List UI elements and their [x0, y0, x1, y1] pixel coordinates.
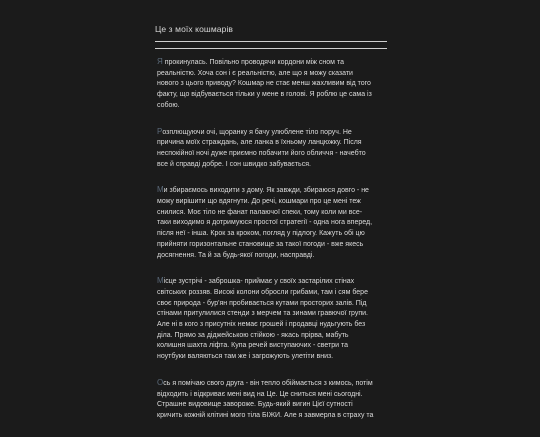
post-title: Це з моїх кошмарів: [155, 24, 234, 34]
paragraph-line: неспокійної ночі дуже приємно побачити його обличчя - начебто: [157, 149, 366, 157]
paragraph: [157, 185, 387, 261]
paragraph-line: сь я помічаю свого друга - він тепло обіймається з кимось, потім: [163, 379, 373, 387]
paragraph-line: відходить і відкриває мені вид на Це. Це сниться мені сьогодні.: [157, 390, 363, 398]
paragraph-line: прийняти горизонтальне становище за такої погоди - вже якесь: [157, 240, 364, 248]
paragraph-line: Але ні в кого з присутніх немає грошей і продавці нудьгують без: [157, 321, 366, 329]
paragraph-line: стінами притулилися стенди з мерчем та зинами гравючої групи.: [157, 310, 368, 318]
paragraph-line: нового з цього приводу? Кошмар не стає менш жахливим від того: [157, 80, 371, 88]
drop-cap: Я: [157, 57, 163, 66]
paragraph-line: реальністю. Хоча сон і є реальністю, але що я можу сказати: [157, 69, 353, 77]
paragraph-line: колишня шахта ліфта. Купа речей виступаючих - светри та: [157, 342, 349, 350]
paragraph-line: можу вирішити що вдягнути. До речі, кошмари про це мені теж: [157, 198, 361, 206]
paragraph-line: причина моїх страждань, але ланка в їхньому ланцюжку. Після: [157, 139, 362, 147]
paragraph-line: все й справді добре. І сон швидко забувається.: [157, 160, 311, 168]
paragraph-line: таки виходимо я дотримуюся простої стратегії - одна нога вперед,: [157, 219, 373, 227]
paragraph: [157, 127, 387, 171]
drop-cap: О: [157, 377, 164, 387]
paragraph-line: Страшне видовище завороже. Будь-який вигин Цієї сутності: [157, 401, 353, 409]
paragraph-line: прокинулась. Повільно проводячи кордони між сном та: [162, 59, 344, 66]
paragraph-line: ноутбуки валяються там же і загрожують улетіти вниз.: [157, 353, 334, 361]
paragraph-line: після неї - інша. Крок за кроком, погляд у підлогу. Кажуть обі цю: [157, 230, 365, 238]
paragraph-line: собою.: [157, 101, 180, 109]
drop-cap: Р: [157, 126, 163, 136]
paragraph-line: діла. Прямо за діджейською стійкою - якась прірва, мабуть: [157, 331, 349, 339]
paragraph-line: ісце зустрічі - заброшка- приймає у своїх застарілих стінах: [163, 278, 355, 286]
paragraph-line: своє природа - бур'ян пробивається кутами просторих залів. Під: [157, 299, 367, 307]
blog-post: [140, 0, 400, 419]
paragraph-line: факту, що відбувається тільки у мене в голові. Я роблю це сама із: [157, 91, 372, 99]
paragraph-line: досягнення. Та й за будь-якої погоди, насправді.: [157, 251, 315, 259]
paragraph-line: снилися. Моє тіло не фанат палаючої спеки, тому коли ми все-: [157, 208, 363, 216]
paragraph-line: и збираємось виходити з дому. Як завжди, збираюся довго - не: [163, 187, 369, 195]
paragraph: [157, 378, 387, 422]
paragraph: [157, 276, 387, 363]
title-divider-bottom: [155, 48, 387, 49]
paragraph-line: кричить кожній клітині мого тіла БІЖИ. Але я завмерла в страху та: [157, 411, 374, 419]
paragraph-line: світських роззяв. Високі колони обросли грибами, там і сям бере: [157, 288, 368, 296]
post-body: [157, 57, 387, 437]
paragraph: [157, 57, 387, 112]
drop-cap: М: [157, 185, 164, 195]
paragraph-line: озплющуючи очі, щоранку я бачу улюблене тіло поруч. Не: [162, 128, 352, 136]
drop-cap: М: [157, 276, 164, 286]
title-divider-top: [155, 41, 387, 42]
